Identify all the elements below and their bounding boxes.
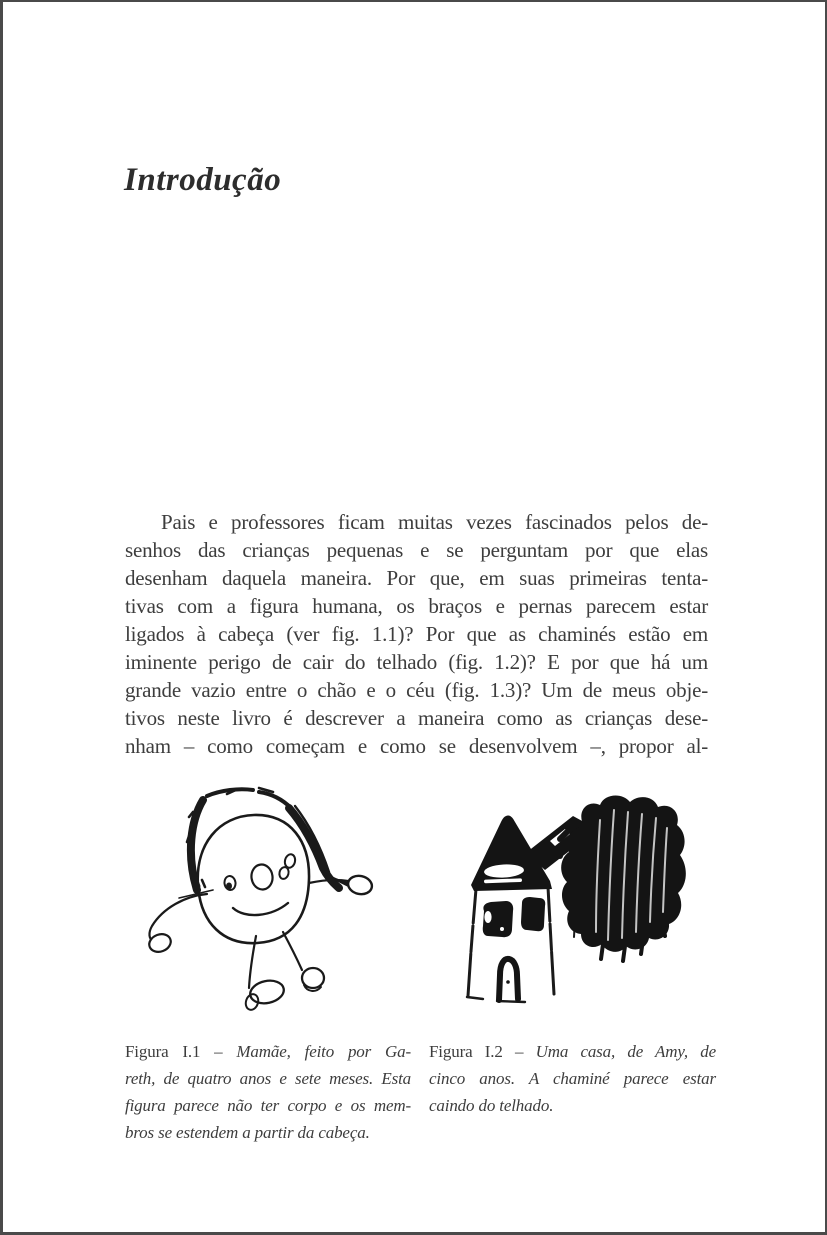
caption-line: figura parece não ter corpo e os mem- (125, 1096, 411, 1115)
right-leg (283, 932, 302, 970)
right-foot (302, 968, 324, 988)
right-window (521, 897, 545, 931)
paragraph-line: ligados à cabeça (ver fig. 1.1)? Por que as chaminés estão em (125, 622, 708, 646)
figure-1-caption (125, 1038, 411, 1146)
figure-1-drawing (141, 782, 393, 1020)
paragraph-line: desenham daquela maneira. Por que, em suas primeiras tenta- (125, 566, 708, 590)
child-drawing-mother-figure (141, 782, 393, 1020)
paragraph-line: iminente perigo de cair do telhado (fig. 1.2)? E por que há um (125, 650, 708, 674)
caption-line: reth, de quatro anos e sete meses. Esta (125, 1069, 411, 1088)
figure-2-label: Figura I.2 – (429, 1042, 524, 1061)
paragraph-line: grande vazio entre o chão e o céu (fig. 1.3)? Um de meus obje- (125, 678, 708, 702)
paragraph-line: tivas com a figura humana, os braços e pernas parecem estar (125, 594, 708, 618)
paragraph-line: Pais e professores ficam muitas vezes fascinados pelos de- (161, 510, 708, 534)
head-outline (198, 815, 309, 943)
figure-2-drawing (453, 782, 725, 1014)
paragraph-line: tivos neste livro é descrever a maneira como as crianças dese- (125, 706, 708, 730)
chapter-title: Introdução (124, 162, 282, 198)
figure-2-caption (429, 1038, 716, 1119)
left-hand (147, 931, 173, 954)
child-drawing-house (453, 782, 725, 1014)
left-foot (248, 978, 286, 1007)
figure-1-label: Figura I.1 – (125, 1042, 223, 1061)
left-eye-pupil (226, 883, 232, 890)
caption-line: Figura I.2 – Uma casa, de Amy, de (429, 1042, 716, 1061)
paragraph-line: senhos das crianças pequenas e se perguntam por que elas (125, 538, 708, 562)
caption-line: Figura I.1 – Mamãe, feito por Ga- (125, 1042, 411, 1061)
caption-line: bros se estendem a partir da cabeça. (125, 1123, 370, 1142)
caption-line: caindo do telhado. (429, 1096, 554, 1115)
intro-paragraph (125, 508, 708, 760)
caption-line: cinco anos. A chaminé parece estar (429, 1069, 716, 1088)
right-hand (346, 874, 373, 897)
paragraph-line: nham – como começam e como se desenvolvem –, propor al- (125, 734, 708, 758)
